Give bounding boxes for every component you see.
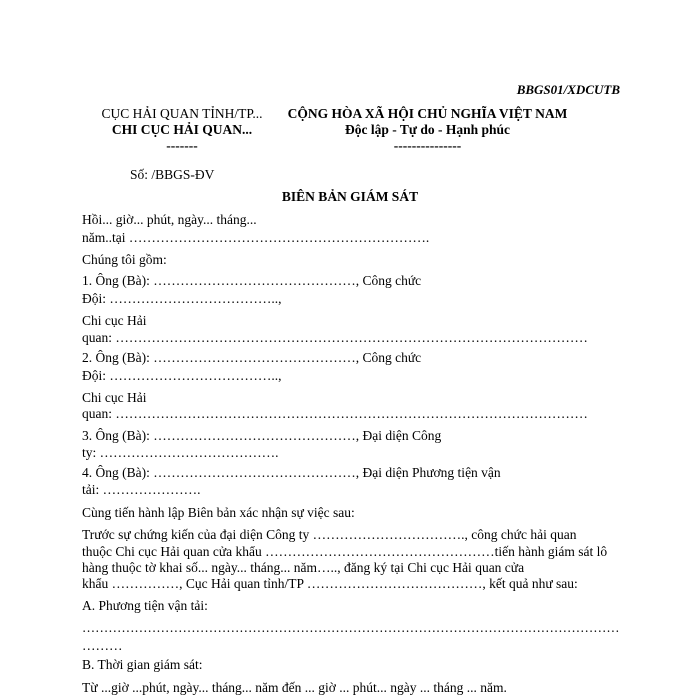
- section-a-heading: A. Phương tiện vận tải:: [82, 598, 208, 613]
- witness-line-4: khẩu ……………, Cục Hải quan tỉnh/TP …………………………………, kết quả như sau:: [82, 576, 578, 591]
- agency-line-2: CHI CỤC HẢI QUAN...: [111, 122, 253, 137]
- witness-line-3: hàng thuộc tờ khai số... ngày... tháng... năm….., đăng ký tại Chi cục Hải quan cửa: [82, 560, 525, 575]
- person-1-line-2: Đội: ………………………………..,: [82, 291, 282, 306]
- witness-line-1: Trước sự chứng kiến của đại diện Công ty ……………………………., công chức hải quan: [82, 527, 577, 542]
- person-2-line-3: Chi cục Hải: [82, 390, 147, 405]
- time-line-1: Hồi... giờ... phút, ngày... tháng...: [82, 212, 257, 227]
- witness-line-2: thuộc Chi cục Hải quan cửa khẩu ……………………………………………tiến hành giám sát lô: [82, 544, 608, 559]
- document-title: BIÊN BẢN GIÁM SÁT: [281, 189, 419, 204]
- country-name: CỘNG HÒA XÃ HỘI CHỦ NGHĨA VIỆT NAM: [287, 106, 568, 121]
- section-a-line-1: ……………………………………………………………………………………………………………: [82, 620, 620, 635]
- we-include-label: Chúng tôi gồm:: [82, 252, 167, 267]
- person-2-line-4: quan: ……………………………………………………………………………………………: [82, 406, 588, 421]
- document-number: Số: /BBGS-ĐV: [130, 167, 215, 182]
- person-4-line-2: tải: ………………….: [82, 482, 201, 497]
- issuing-agency-header: [82, 106, 282, 154]
- time-line-2: năm..tại ………………………………………………………….: [82, 230, 430, 245]
- agency-divider: -------: [166, 138, 198, 153]
- person-1-line-4: quan: ……………………………………………………………………………………………: [82, 330, 588, 345]
- section-b-line-1: Từ ...giờ ...phút, ngày... tháng... năm đến ... giờ ... phút... ngày ... tháng ... năm.: [82, 680, 507, 695]
- person-3-line-2: ty: ………………………………….: [82, 445, 279, 460]
- person-1-line-1: 1. Ông (Bà): ………………………………………, Công chức: [82, 273, 422, 288]
- motto: Độc lập - Tự do - Hạnh phúc: [344, 122, 511, 137]
- person-4-line-1: 4. Ông (Bà): ………………………………………, Đại diện Phương tiện vận: [82, 465, 501, 480]
- form-code: BBGS01/XDCUTB: [516, 82, 620, 97]
- person-2-line-2: Đội: ………………………………..,: [82, 368, 282, 383]
- person-2-line-1: 2. Ông (Bà): ………………………………………, Công chức: [82, 350, 422, 365]
- motto-divider: ---------------: [393, 138, 462, 153]
- section-b-heading: B. Thời gian giám sát:: [82, 657, 203, 672]
- person-3-line-1: 3. Ông (Bà): ………………………………………, Đại diện Công: [82, 428, 442, 443]
- national-motto-header: [275, 106, 580, 154]
- person-1-line-3: Chi cục Hải: [82, 313, 147, 328]
- intro-line: Cùng tiến hành lập Biên bản xác nhận sự việc sau:: [82, 505, 355, 520]
- agency-line-1: CỤC HẢI QUAN TỈNH/TP...: [101, 106, 263, 121]
- section-a-line-2: ………: [82, 638, 123, 653]
